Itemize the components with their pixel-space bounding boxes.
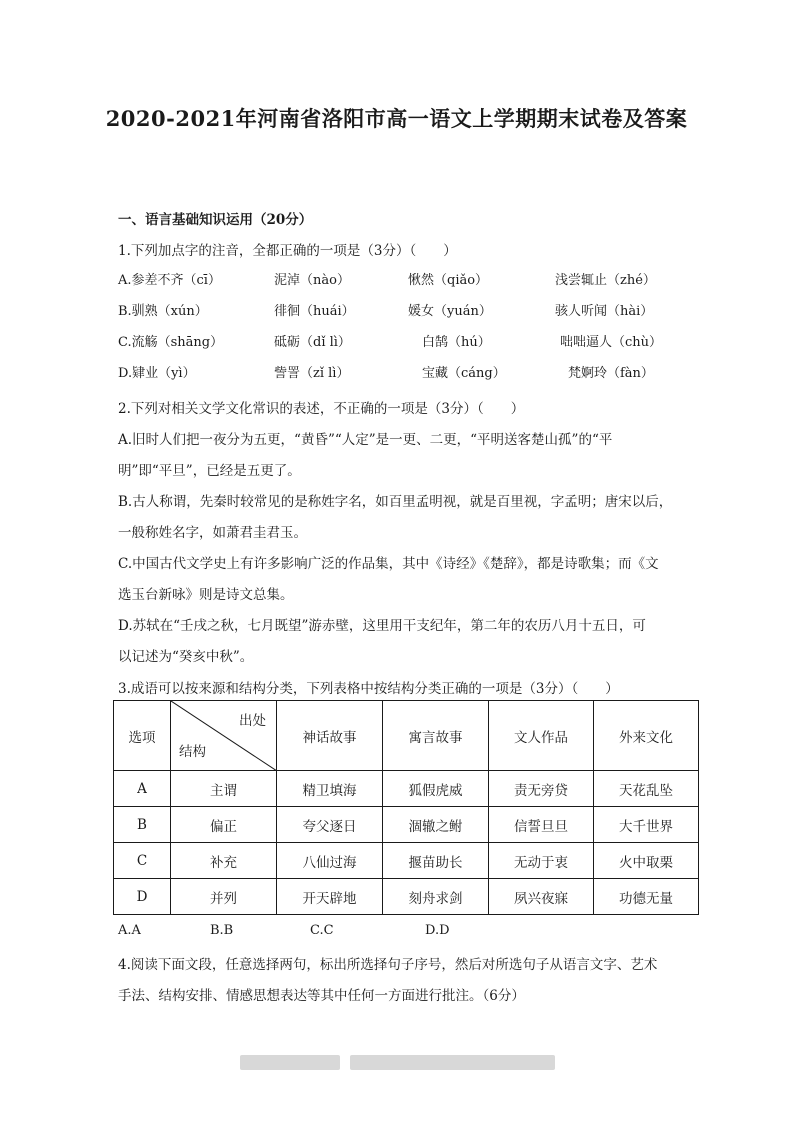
option-a-2: 泥淖（nào） (274, 273, 350, 288)
option-d-2: 訾詈（zǐ lì） (274, 366, 350, 381)
option-b-4: 骇人听闻（hài） (555, 304, 654, 319)
header-column: 外来文化 (594, 701, 699, 771)
question-1-stem: 1.下列加点字的注音，全都正确的一项是（3分）（ ） (118, 243, 457, 259)
question-2-line: 选玉台新咏》则是诗文总集。 (118, 587, 294, 603)
table-cell: 天花乱坠 (594, 771, 699, 807)
question-2-line: 明”即“平旦”，已经是五更了。 (118, 463, 301, 479)
question-2-line: 以记述为“癸亥中秋”。 (118, 649, 254, 665)
table-cell: 夸父逐日 (277, 807, 383, 843)
option-d-4: 梵婀玲（fàn） (568, 366, 654, 381)
question-2-line: 一般称姓名字，如萧君圭君玉。 (118, 525, 307, 541)
watermark-block (240, 1055, 340, 1070)
table-cell: 夙兴夜寐 (489, 879, 594, 915)
table-row (114, 879, 699, 915)
table-cell: 涸辙之鲋 (383, 807, 489, 843)
watermark-block (350, 1055, 555, 1070)
question-4-line: 4.阅读下面文段，任意选择两句，标出所选择句子序号，然后对所选句子从语言文字、艺术 (118, 957, 658, 973)
option-d-1: D.肄业（yì） (118, 366, 196, 381)
table-cell: 并列 (171, 879, 277, 915)
option-d-3: 宝藏（cáng） (422, 366, 506, 381)
page-title: 2020-2021年河南省洛阳市高一语文上学期期末试卷及答案 (105, 106, 688, 131)
header-source: 出处 (239, 713, 266, 729)
option-b-2: 徘徊（huái） (274, 304, 355, 319)
table-cell: 补充 (171, 843, 277, 879)
question-2-line: B.古人称谓，先秦时较常见的是称姓字名，如百里孟明视，就是百里视，字孟明；唐宋以后， (118, 494, 673, 510)
table-row (114, 843, 699, 879)
table-cell: 主谓 (171, 771, 277, 807)
option-c-3: 白鹄（hú） (422, 335, 491, 350)
table-row (114, 771, 699, 807)
header-diagonal-cell (171, 701, 277, 771)
question-3-stem: 3.成语可以按来源和结构分类，下列表格中按结构分类正确的一项是（3分）（ ） (118, 681, 619, 697)
table-cell: A (114, 771, 171, 807)
question-2-stem: 2.下列对相关文学文化常识的表述，不正确的一项是（3分）（ ） (118, 401, 525, 417)
option-c-1: C.流觞（shāng） (118, 335, 224, 350)
option-a-3: 愀然（qiǎo） (408, 273, 489, 288)
question-2-line: C.中国古代文学史上有许多影响广泛的作品集，其中《诗经》《楚辞》，都是诗歌集；而《文 (118, 556, 659, 572)
table-cell: 开天辟地 (277, 879, 383, 915)
option-b-1: B.驯熟（xún） (118, 304, 208, 319)
table-cell: 揠苗助长 (383, 843, 489, 879)
option-c-4: 咄咄逼人（chù） (560, 335, 663, 350)
answer-option: D.D (425, 923, 450, 938)
header-column: 神话故事 (277, 701, 383, 771)
header-column: 寓言故事 (383, 701, 489, 771)
table-cell: 偏正 (171, 807, 277, 843)
question-4-line: 手法、结构安排、情感思想表达等其中任何一方面进行批注。（6分） (118, 988, 525, 1004)
option-c-2: 砥砺（dǐ lì） (274, 335, 351, 350)
section-heading: 一、语言基础知识运用（20分） (118, 212, 313, 228)
table-cell: B (114, 807, 171, 843)
option-b-3: 媛女（yuán） (408, 304, 492, 319)
header-option: 选项 (114, 701, 171, 771)
answer-option: B.B (210, 923, 234, 938)
table-header-row (114, 701, 699, 771)
table-row (114, 807, 699, 843)
table-cell: 火中取栗 (594, 843, 699, 879)
option-a-1: A.参差不齐（cī） (118, 273, 221, 288)
table-cell: D (114, 879, 171, 915)
header-structure: 结构 (179, 744, 206, 760)
table-cell: 八仙过海 (277, 843, 383, 879)
question-2-line: D.苏轼在“壬戌之秋，七月既望”游赤壁，这里用干支纪年，第二年的农历八月十五日，可 (118, 618, 646, 634)
table-cell: 刻舟求剑 (383, 879, 489, 915)
idiom-table (113, 700, 699, 915)
table-cell: C (114, 843, 171, 879)
table-cell: 功德无量 (594, 879, 699, 915)
table-cell: 信誓旦旦 (489, 807, 594, 843)
table-cell: 精卫填海 (277, 771, 383, 807)
table-cell: 责无旁贷 (489, 771, 594, 807)
option-a-4: 浅尝辄止（zhé） (555, 273, 656, 288)
answer-option: C.C (310, 923, 334, 938)
table-cell: 狐假虎威 (383, 771, 489, 807)
table-cell: 无动于衷 (489, 843, 594, 879)
table-cell: 大千世界 (594, 807, 699, 843)
answer-option: A.A (118, 923, 141, 938)
question-2-line: A.旧时人们把一夜分为五更，“黄昏”“人定”是一更、二更，“平明送客楚山孤”的“平 (118, 432, 613, 448)
header-column: 文人作品 (489, 701, 594, 771)
